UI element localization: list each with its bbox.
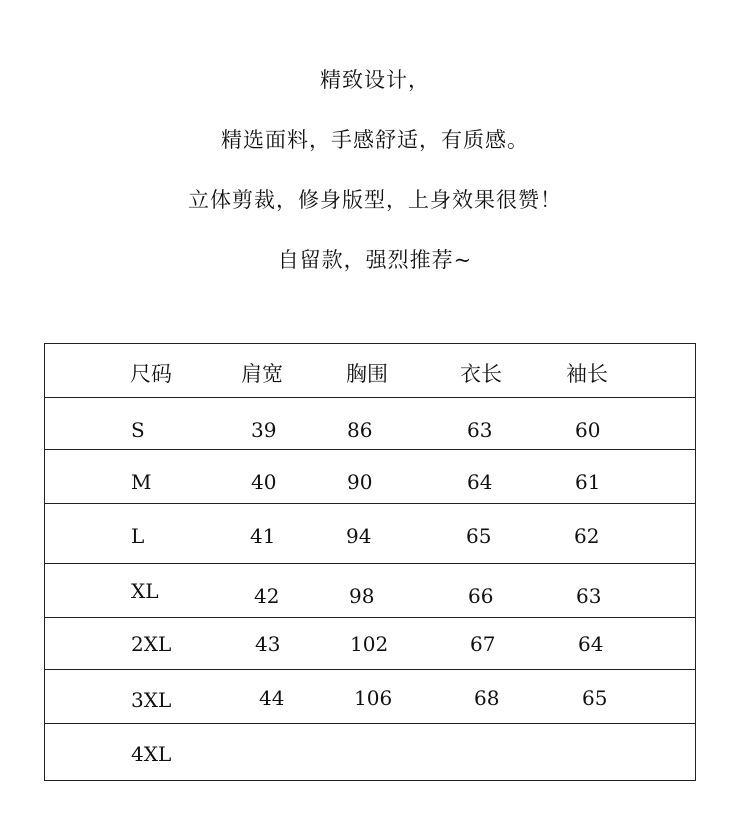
table-rule xyxy=(45,397,695,398)
column-header-shoulder: 肩宽 xyxy=(241,362,283,386)
table-cell-size: 4XL xyxy=(131,742,172,766)
table-cell: 65 xyxy=(466,524,492,548)
table-cell-size: M xyxy=(131,470,152,494)
column-header-size: 尺码 xyxy=(130,362,172,386)
intro-line: 精致设计， xyxy=(320,68,430,92)
table-rule xyxy=(45,449,695,450)
table-rule xyxy=(45,343,695,344)
table-cell: 68 xyxy=(474,686,500,710)
table-cell: 44 xyxy=(259,686,285,710)
table-cell: 86 xyxy=(347,418,373,442)
table-rule xyxy=(45,669,695,670)
table-cell: 98 xyxy=(349,584,375,608)
intro-line: 自留款，强烈推荐~ xyxy=(277,248,473,272)
table-cell: 63 xyxy=(467,418,493,442)
size-chart-table xyxy=(44,343,696,781)
table-cell: 40 xyxy=(251,470,277,494)
table-cell: 63 xyxy=(576,584,602,608)
table-cell: 61 xyxy=(575,470,601,494)
column-header-length: 衣长 xyxy=(460,362,502,386)
table-cell: 65 xyxy=(582,686,608,710)
table-cell: 102 xyxy=(350,632,389,656)
intro-line: 精选面料，手感舒适，有质感。 xyxy=(221,128,529,152)
table-rule xyxy=(45,723,695,724)
table-cell-size: L xyxy=(131,524,145,548)
table-cell: 62 xyxy=(574,524,600,548)
table-cell-size: 2XL xyxy=(131,632,172,656)
table-cell: 41 xyxy=(250,524,276,548)
table-cell: 64 xyxy=(578,632,604,656)
table-rule xyxy=(45,617,695,618)
table-cell: 60 xyxy=(575,418,601,442)
table-cell: 94 xyxy=(346,524,372,548)
column-header-sleeve: 袖长 xyxy=(566,362,608,386)
table-rule xyxy=(45,503,695,504)
table-cell: 66 xyxy=(468,584,494,608)
table-rule xyxy=(45,780,695,781)
table-cell-size: XL xyxy=(131,579,159,603)
table-cell: 106 xyxy=(354,686,393,710)
table-cell: 39 xyxy=(251,418,277,442)
table-rule xyxy=(45,563,695,564)
intro-line: 立体剪裁，修身版型，上身效果很赞！ xyxy=(188,188,562,212)
table-cell: 42 xyxy=(254,584,280,608)
table-cell: 67 xyxy=(470,632,496,656)
column-header-chest: 胸围 xyxy=(346,362,388,386)
table-cell: 43 xyxy=(255,632,281,656)
table-cell-size: S xyxy=(131,418,145,442)
table-cell: 64 xyxy=(467,470,493,494)
table-cell: 90 xyxy=(347,470,373,494)
table-cell-size: 3XL xyxy=(131,688,172,712)
